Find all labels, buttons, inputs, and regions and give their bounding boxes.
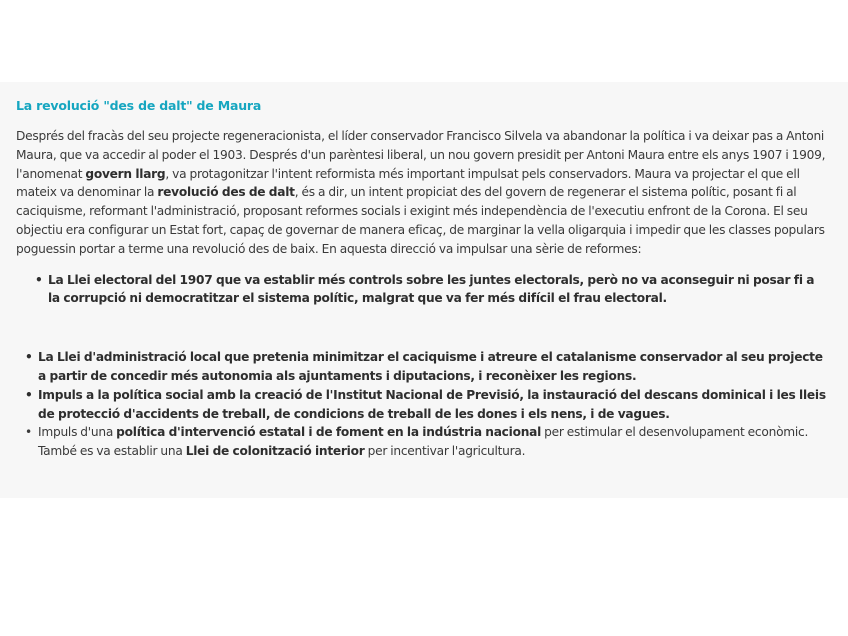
bullet-icon: • <box>25 425 32 440</box>
reform-list-2 <box>16 348 828 461</box>
intro-text-3: , és a dir, un intent propiciat des del govern de regenerar el sistema polític, posant fi al caciquisme, reformant l'administració, proposant reformes socials i exigint més independència de l'executiu enfront de la Corona. El seu objectiu era configurar un Estat fort, capaç de governar de manera eficaç, de marginar la vella oligarquia i impedir que les classes populars poguessin portar a terme una revolució des de baix. En aquesta direcció va impulsar una sèrie de reformes: <box>16 185 825 256</box>
list-item-text-1: Impuls d'una <box>38 425 117 440</box>
intro-bold-2: revolució des de dalt <box>157 185 295 200</box>
list-item <box>25 348 828 386</box>
bullet-icon: • <box>35 272 43 287</box>
content-panel <box>0 82 848 498</box>
list-item-text: La Llei electoral del 1907 que va establir més controls sobre les juntes electorals, però no va aconseguir ni posar fi a la corrupció ni democratitzar el sistema polític, malgrat que va fer més difícil el frau electoral. <box>48 272 815 306</box>
intro-text-2: , va protagonitzar l'intent reformista més important impulsat pels conservadors. Maura va projectar el que ell mateix va denominar la <box>16 166 800 200</box>
list-item-text: Impuls a la política social amb la creació de l'Institut Nacional de Previsió, la instauració del descans dominical i les lleis de protecció d'accidents de treball, de condicions de treball de les dones i els nens, i de vagues. <box>38 387 826 421</box>
section-title: La revolució "des de dalt" de Maura <box>16 98 262 113</box>
list-item-text-2: per estimular el desenvolupament econòmic. També es va establir una <box>38 425 809 459</box>
intro-paragraph <box>16 127 828 259</box>
list-item-text-3: per incentivar l'agricultura. <box>364 444 526 459</box>
intro-bold-1: govern llarg <box>85 166 166 181</box>
bullet-icon: • <box>25 350 33 365</box>
list-item-bold-2: Llei de colonització interior <box>185 444 365 459</box>
list-item <box>25 423 828 461</box>
list-item <box>35 271 818 309</box>
reform-list-1 <box>16 271 818 309</box>
list-item <box>25 386 828 424</box>
bullet-icon: • <box>25 387 33 402</box>
list-item-bold-1: política d'intervenció estatal i de foment en la indústria nacional <box>116 425 542 440</box>
list-item-text: La Llei d'administració local que pretenia minimitzar el caciquisme i atreure el catalanisme conservador al seu projecte a partir de concedir més autonomia als ajuntaments i diputacions, i reconèixer les regions. <box>38 350 823 383</box>
intro-text-1: Després del fracàs del seu projecte regeneracionista, el líder conservador Francisco Silvela va abandonar la política i va deixar pas a Antoni Maura, que va accedir al poder el 1903. Després d'un parèntesi liberal, un nou govern presidit per Antoni Maura entre els anys 1907 i 1909, l'anomenat <box>16 129 826 181</box>
